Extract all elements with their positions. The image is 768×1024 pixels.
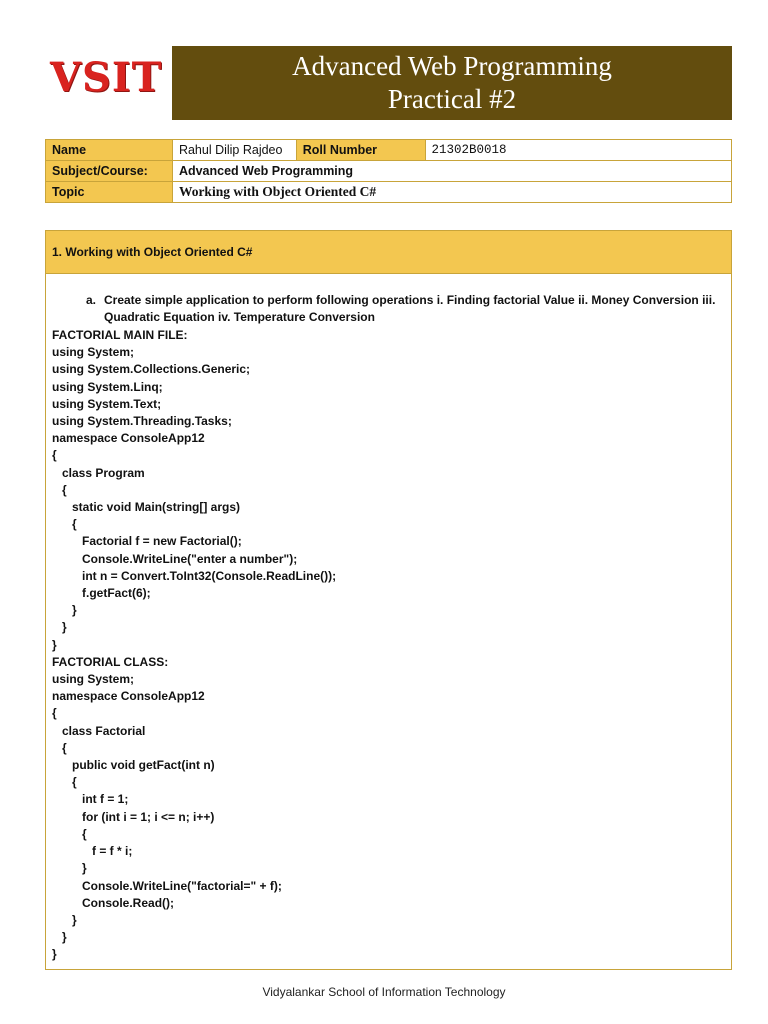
code-line: using System; bbox=[52, 345, 135, 360]
topic-label: Topic bbox=[46, 182, 173, 203]
code-line: f = f * i; bbox=[52, 844, 133, 859]
code-line: public void getFact(int n) bbox=[52, 758, 215, 773]
table-row bbox=[46, 140, 732, 161]
code-line: for (int i = 1; i <= n; i++) bbox=[52, 809, 215, 824]
code-line: static void Main(string[] args) bbox=[52, 500, 241, 515]
table-row bbox=[46, 182, 732, 203]
code-line: using System.Collections.Generic; bbox=[52, 362, 251, 377]
section-heading: 1. Working with Object Oriented C# bbox=[46, 231, 731, 274]
code-line: { bbox=[52, 706, 57, 721]
code-line: { bbox=[52, 482, 67, 497]
student-info-table bbox=[45, 139, 732, 203]
code-line: Console.Read(); bbox=[52, 895, 175, 910]
code-line: } bbox=[52, 637, 57, 652]
task-item bbox=[52, 292, 725, 326]
task-description: Create simple application to perform following operations i. Finding factorial Value ii. Money Conversion iii. Quadratic Equation iv. Temperature Conversion bbox=[104, 293, 716, 324]
footer-institution: Vidyalankar School of Information Technology bbox=[262, 985, 506, 999]
section-body bbox=[46, 274, 731, 964]
vsit-logo: VSIT bbox=[50, 54, 163, 101]
task-letter: a. bbox=[85, 293, 96, 307]
code-line: namespace ConsoleApp12 bbox=[52, 431, 205, 446]
name-label: Name bbox=[46, 140, 173, 161]
code-line: using System.Threading.Tasks; bbox=[52, 414, 232, 429]
name-value: Rahul Dilip Rajdeo bbox=[172, 140, 296, 161]
document-title-banner bbox=[172, 46, 732, 120]
code-line: { bbox=[52, 740, 67, 755]
code-line: FACTORIAL MAIN FILE: bbox=[52, 328, 188, 342]
code-line: { bbox=[52, 775, 77, 790]
code-line: { bbox=[52, 448, 57, 463]
practical-number: Practical #2 bbox=[387, 84, 517, 114]
code-line: } bbox=[52, 861, 87, 876]
code-line: int n = Convert.ToInt32(Console.ReadLine()); bbox=[52, 568, 337, 583]
code-line: { bbox=[52, 826, 87, 841]
subject-value: Advanced Web Programming bbox=[172, 161, 731, 182]
code-line: using System; bbox=[52, 672, 135, 687]
document-title: Advanced Web Programming bbox=[292, 51, 612, 81]
code-line: class Program bbox=[52, 465, 145, 480]
code-line: } bbox=[52, 603, 77, 618]
code-block bbox=[52, 327, 725, 964]
code-line: } bbox=[52, 930, 67, 945]
code-line: Console.WriteLine("enter a number"); bbox=[52, 551, 298, 566]
code-line: } bbox=[52, 620, 67, 635]
code-line: { bbox=[52, 517, 77, 532]
code-line: int f = 1; bbox=[52, 792, 129, 807]
code-line: Factorial f = new Factorial(); bbox=[52, 534, 242, 549]
code-line: using System.Text; bbox=[52, 396, 162, 411]
practical-section bbox=[45, 230, 732, 970]
table-row bbox=[46, 161, 732, 182]
code-line: Console.WriteLine("factorial=" + f); bbox=[52, 878, 282, 893]
code-line: class Factorial bbox=[52, 723, 146, 738]
roll-number-value: 21302B0018 bbox=[425, 140, 731, 161]
topic-value: Working with Object Oriented C# bbox=[172, 182, 731, 203]
code-line: FACTORIAL CLASS: bbox=[52, 654, 169, 669]
roll-number-label: Roll Number bbox=[296, 140, 425, 161]
code-line: } bbox=[52, 947, 57, 962]
code-line: f.getFact(6); bbox=[52, 586, 151, 601]
code-line: } bbox=[52, 912, 77, 927]
code-line: namespace ConsoleApp12 bbox=[52, 689, 205, 704]
subject-label: Subject/Course: bbox=[46, 161, 173, 182]
code-line: using System.Linq; bbox=[52, 379, 163, 394]
